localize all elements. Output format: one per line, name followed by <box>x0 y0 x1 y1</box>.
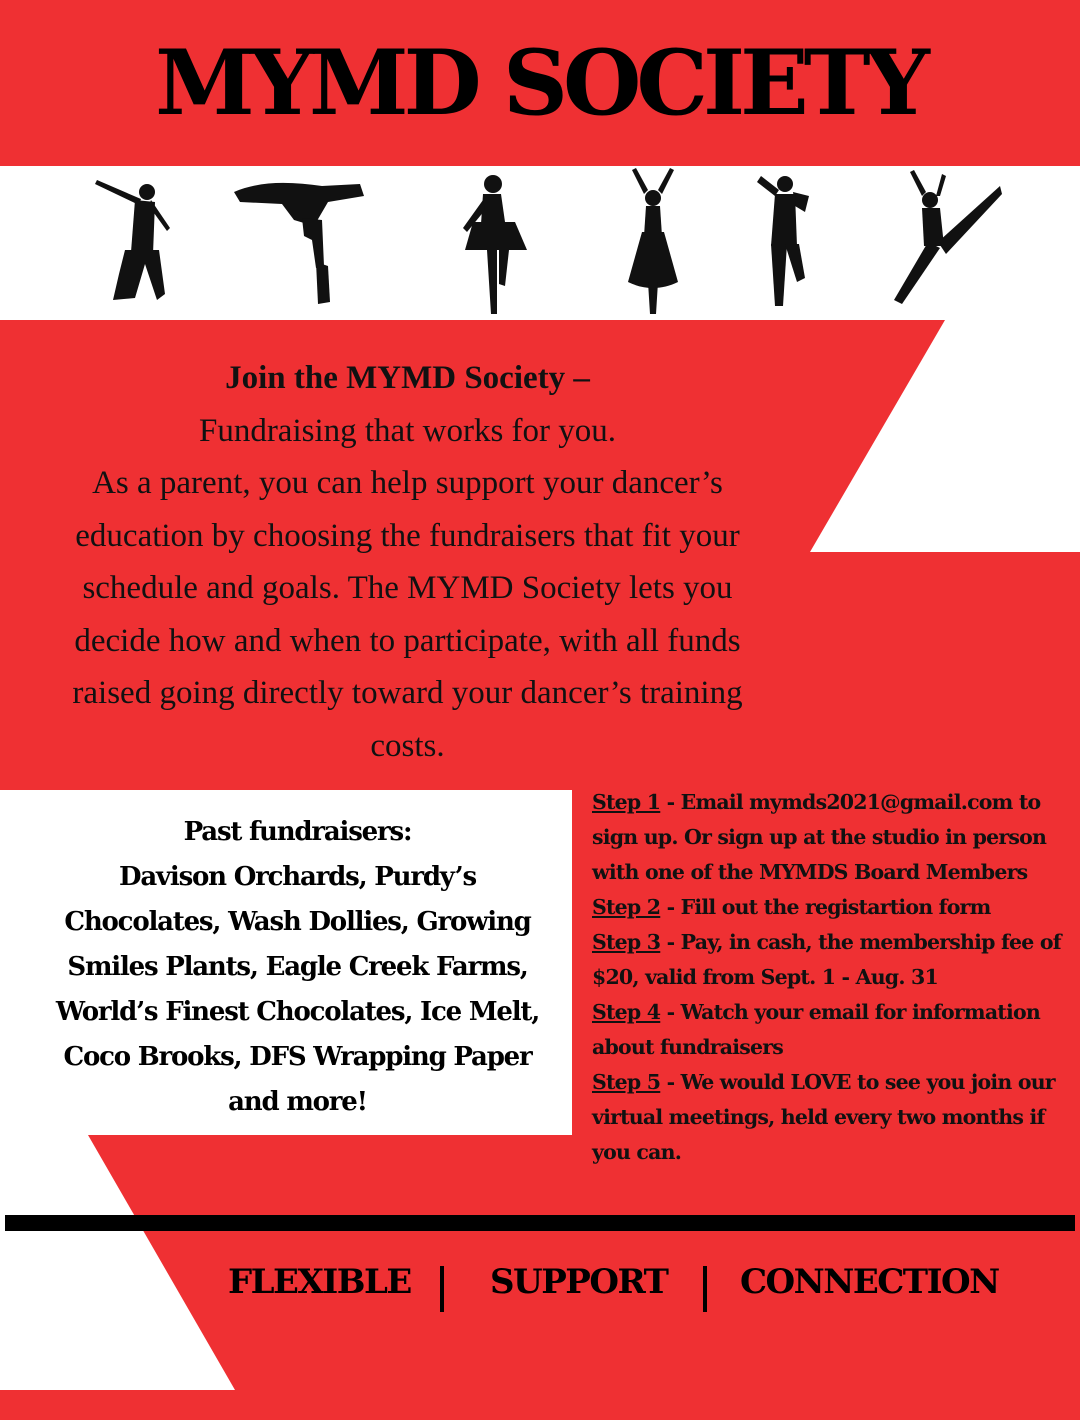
pillar-separator <box>440 1266 444 1312</box>
pillar-support: SUPPORT <box>490 1262 668 1302</box>
past-fundraisers-heading: Past fundraisers: <box>183 817 412 847</box>
past-fundraisers-list: Davison Orchards, Purdy’s Chocolates, Wash Dollies, Growing Smiles Plants, Eagle Creek Farms, World’s Finest Chocolates, Ice Melt, Coco Brooks, DFS Wrapping Paper and more! <box>55 862 540 1117</box>
step-label: Step 4 <box>592 1000 661 1024</box>
intro-lead: Join the MYMD Society – <box>225 360 590 396</box>
intro-text <box>40 352 775 772</box>
page-title: MYMD SOCIETY <box>155 30 925 136</box>
step-text: - Email mymds2021@gmail.com to sign up. Or sign up at the studio in person with one of the MYMDS Board Members <box>592 790 1047 884</box>
black-divider <box>5 1215 1075 1231</box>
step-item <box>592 785 1062 890</box>
step-label: Step 1 <box>592 790 661 814</box>
past-fundraisers-text <box>40 810 555 1125</box>
intro-tagline: Fundraising that works for you. <box>198 412 617 449</box>
step-label: Step 5 <box>592 1070 661 1094</box>
step-item <box>592 995 1062 1065</box>
step-text: - Fill out the registartion form <box>660 895 991 919</box>
step-text: - Pay, in cash, the membership fee of $20, valid from Sept. 1 - Aug. 31 <box>592 930 1061 989</box>
intro-body: As a parent, you can help support your dancer’s education by choosing the fundraisers that fit your schedule and goals. The MYMD Society lets you decide how and when to participate, with all funds raised going directly toward your dancer’s training costs. <box>72 465 743 764</box>
step-text: - We would LOVE to see you join our virtual meetings, held every two months if you can. <box>592 1070 1055 1164</box>
signup-steps <box>592 785 1062 1170</box>
step-item <box>592 925 1062 995</box>
step-item <box>592 1065 1062 1170</box>
step-text: - Watch your email for information about fundraisers <box>592 1000 1040 1059</box>
step-label: Step 2 <box>592 895 661 919</box>
pillar-separator <box>703 1266 707 1312</box>
pillar-connection: CONNECTION <box>740 1262 999 1302</box>
step-item <box>592 890 1062 925</box>
pillar-flexible: FLEXIBLE <box>228 1262 411 1302</box>
step-label: Step 3 <box>592 930 661 954</box>
